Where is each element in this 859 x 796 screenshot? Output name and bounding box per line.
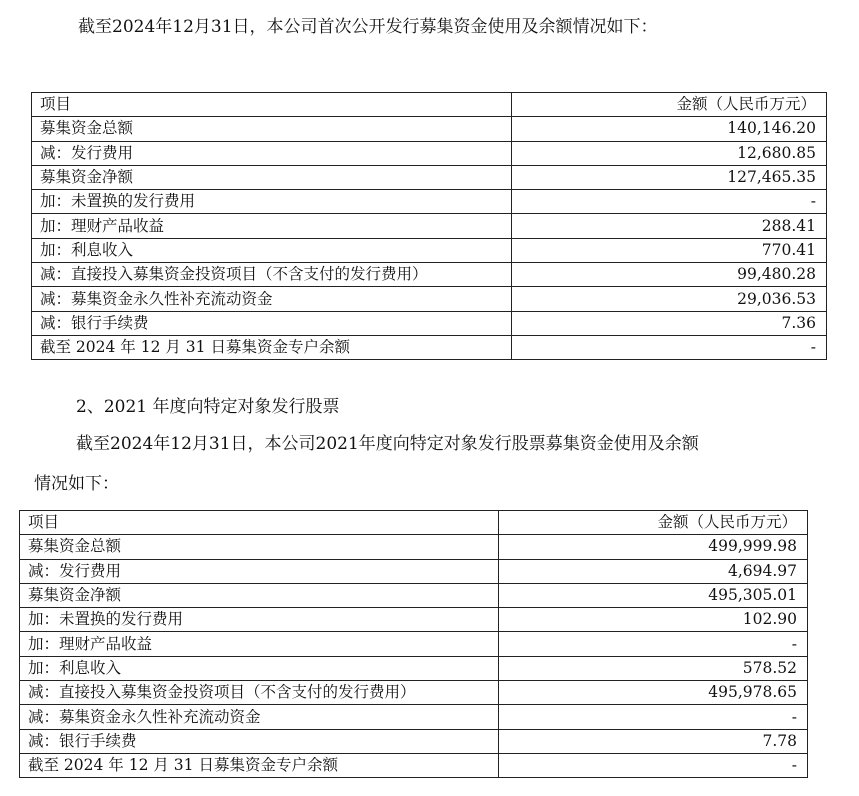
row-item: 减：募集资金永久性补充流动资金 bbox=[20, 705, 499, 729]
row-item: 减：银行手续费 bbox=[20, 729, 499, 753]
row-item: 加：利息收入 bbox=[20, 656, 499, 680]
header-item: 项目 bbox=[32, 93, 512, 117]
table-row bbox=[32, 117, 827, 141]
header-amount: 金额（人民币万元） bbox=[499, 511, 808, 535]
row-amount: 12,680.85 bbox=[512, 141, 827, 165]
row-item: 减：直接投入募集资金投资项目（不含支付的发行费用） bbox=[20, 681, 499, 705]
row-item: 募集资金总额 bbox=[32, 117, 512, 141]
row-amount: 7.78 bbox=[499, 729, 808, 753]
table-row bbox=[32, 141, 827, 165]
section2-intro-line2: 情况如下： bbox=[34, 474, 119, 494]
row-amount: 4,694.97 bbox=[499, 559, 808, 583]
row-item: 募集资金总额 bbox=[20, 535, 499, 559]
row-amount: 499,999.98 bbox=[499, 535, 808, 559]
row-amount: 495,305.01 bbox=[499, 583, 808, 607]
row-item: 加：未置换的发行费用 bbox=[20, 608, 499, 632]
row-item: 减：发行费用 bbox=[20, 559, 499, 583]
row-amount: 102.90 bbox=[499, 608, 808, 632]
table-row bbox=[32, 335, 827, 359]
header-item: 项目 bbox=[20, 511, 499, 535]
section2-intro-line1: 截至2024年12月31日，本公司2021年度向特定对象发行股票募集资金使用及余额 bbox=[76, 434, 699, 454]
row-amount: 288.41 bbox=[512, 214, 827, 238]
row-amount: 7.36 bbox=[512, 311, 827, 335]
table-row bbox=[20, 705, 808, 729]
table-row bbox=[32, 214, 827, 238]
row-amount: - bbox=[499, 753, 808, 777]
row-amount: - bbox=[512, 190, 827, 214]
row-amount: 99,480.28 bbox=[512, 263, 827, 287]
row-item: 加：利息收入 bbox=[32, 238, 512, 262]
row-item: 加：未置换的发行费用 bbox=[32, 190, 512, 214]
row-item: 加：理财产品收益 bbox=[32, 214, 512, 238]
table-row bbox=[20, 535, 808, 559]
table-row bbox=[20, 729, 808, 753]
row-amount: 495,978.65 bbox=[499, 681, 808, 705]
private-placement-funds-table bbox=[19, 510, 808, 778]
row-item: 截至 2024 年 12 月 31 日募集资金专户余额 bbox=[20, 753, 499, 777]
row-item: 截至 2024 年 12 月 31 日募集资金专户余额 bbox=[32, 335, 512, 359]
table-header-row bbox=[32, 93, 827, 117]
table-row bbox=[32, 287, 827, 311]
table-row bbox=[32, 190, 827, 214]
section1-intro: 截至2024年12月31日，本公司首次公开发行募集资金使用及余额情况如下： bbox=[78, 17, 658, 37]
row-amount: - bbox=[499, 632, 808, 656]
table-row bbox=[32, 263, 827, 287]
row-amount: - bbox=[499, 705, 808, 729]
table-row bbox=[20, 632, 808, 656]
row-item: 加：理财产品收益 bbox=[20, 632, 499, 656]
row-item: 减：发行费用 bbox=[32, 141, 512, 165]
row-amount: 29,036.53 bbox=[512, 287, 827, 311]
table-row bbox=[20, 681, 808, 705]
row-item: 募集资金净额 bbox=[32, 165, 512, 189]
row-amount: 140,146.20 bbox=[512, 117, 827, 141]
row-amount: 770.41 bbox=[512, 238, 827, 262]
section2-heading: 2、2021 年度向特定对象发行股票 bbox=[76, 397, 340, 417]
row-item: 减：银行手续费 bbox=[32, 311, 512, 335]
row-item: 减：募集资金永久性补充流动资金 bbox=[32, 287, 512, 311]
row-item: 减：直接投入募集资金投资项目（不含支付的发行费用） bbox=[32, 263, 512, 287]
table-row bbox=[32, 311, 827, 335]
ipo-funds-table bbox=[31, 92, 827, 360]
table-row bbox=[20, 559, 808, 583]
row-amount: - bbox=[512, 335, 827, 359]
table-row bbox=[20, 608, 808, 632]
table-row bbox=[20, 753, 808, 777]
table-row bbox=[20, 656, 808, 680]
header-amount: 金额（人民币万元） bbox=[512, 93, 827, 117]
table-row bbox=[20, 583, 808, 607]
row-item: 募集资金净额 bbox=[20, 583, 499, 607]
row-amount: 127,465.35 bbox=[512, 165, 827, 189]
table-row bbox=[32, 165, 827, 189]
row-amount: 578.52 bbox=[499, 656, 808, 680]
table-header-row bbox=[20, 511, 808, 535]
table-row bbox=[32, 238, 827, 262]
